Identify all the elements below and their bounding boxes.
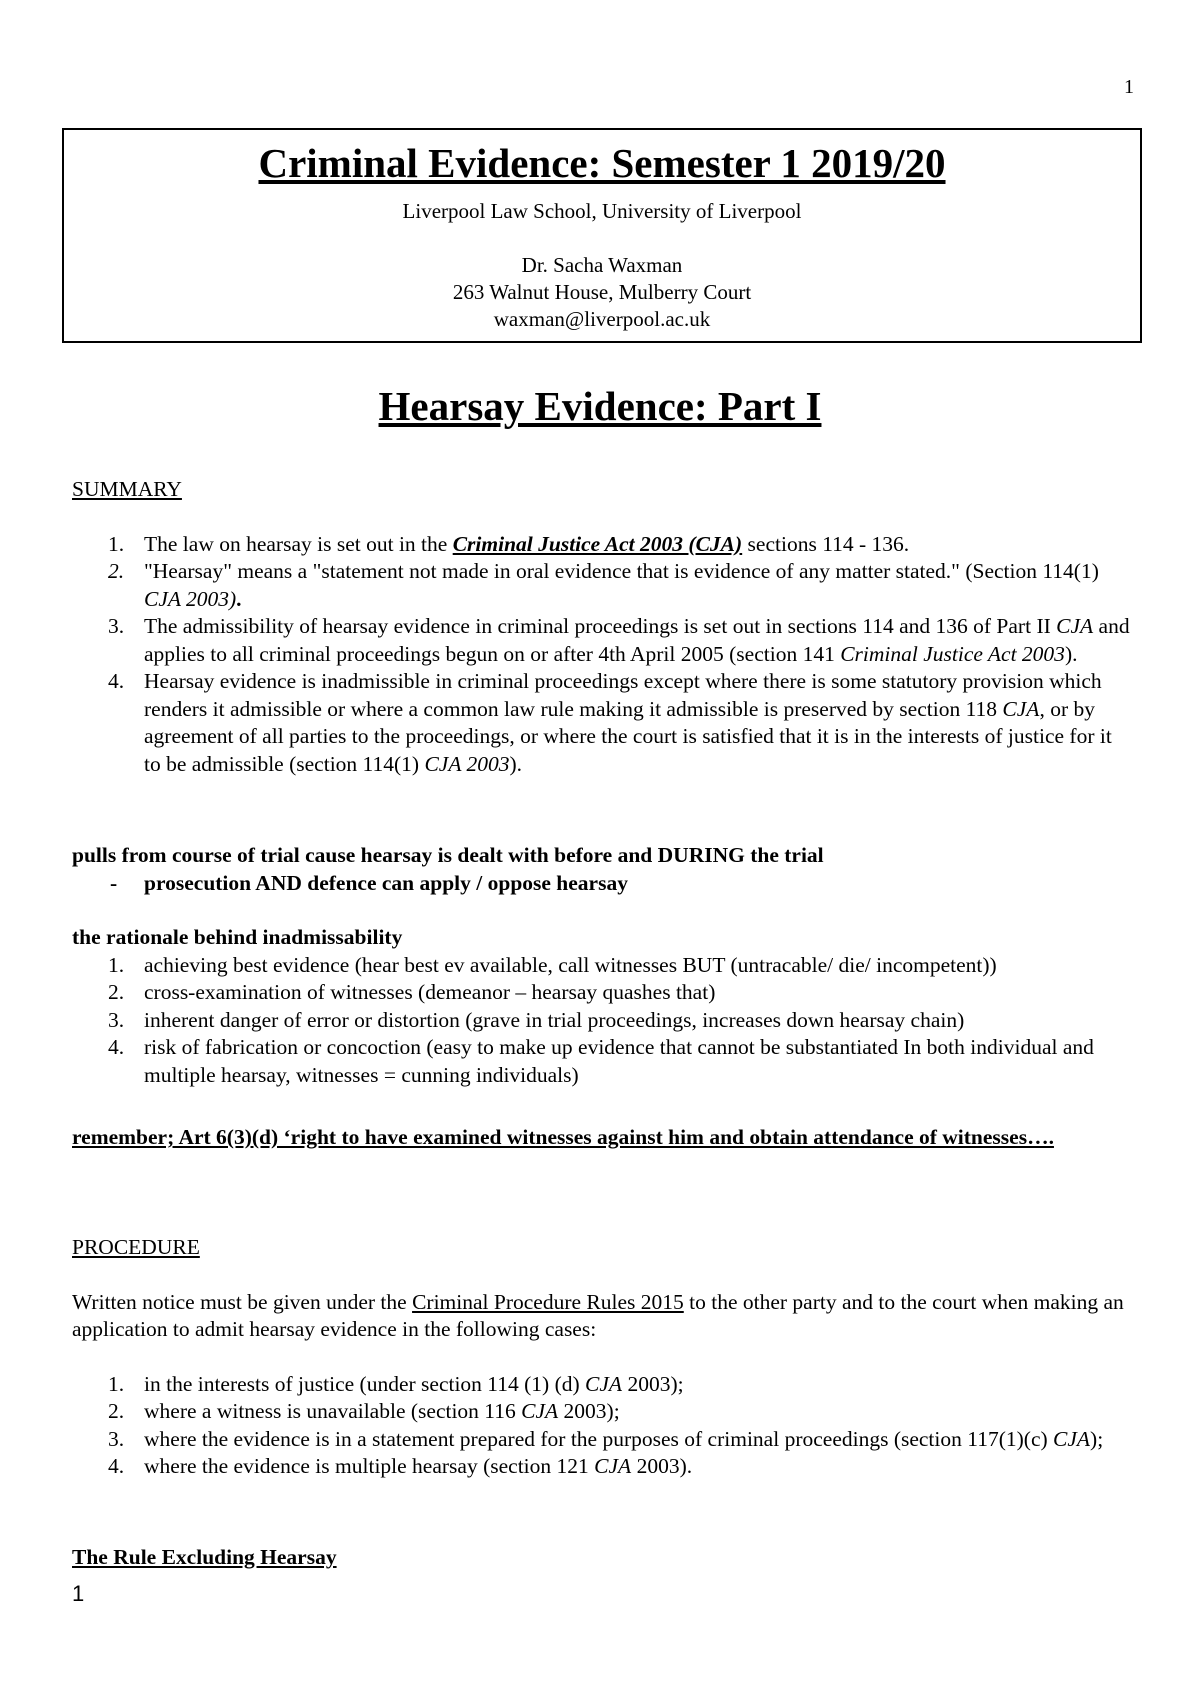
list-number: 4. [108,1454,125,1478]
procedure-item: 2. where a witness is unavailable (section 116 CJA 2003); [72,1398,1132,1426]
school-name: Liverpool Law School, University of Liverpool [402,199,802,223]
summary-list [72,531,1132,779]
summary-item: 4. Hearsay evidence is inadmissible in criminal proceedings except where there is some statutory provision which renders it admissible or where a common law rule making it admissible is preserved by section 118 CJA, or by agreement of all parties to the proceedings, or where the court is satisfied that it is in the interests of justice for it to be admissible (section 114(1) CJA 2003). [108,669,1112,776]
page-number-top: 1 [1124,76,1134,98]
summary-item: 2. "Hearsay" means a "statement not made in oral evidence that is evidence of any matter stated." (Section 114(1) CJA 2003). [108,559,1099,611]
trial-note [72,842,1132,897]
list-number: 2. [108,1399,125,1423]
trial-note-line: pulls from course of trial cause hearsay is dealt with before and DURING the trial [72,843,824,867]
procedure-item: 3. where the evidence is in a statement prepared for the purposes of criminal proceedings (section 117(1)(c) CJA); [72,1426,1132,1454]
list-number: 3. [108,614,125,638]
rationale-item: 3. inherent danger of error or distortion (grave in trial proceedings, increases down hearsay chain) [72,1007,1132,1035]
list-number: 1. [108,531,125,556]
procedure-heading: PROCEDURE [72,1235,200,1259]
procedure-section [72,1234,1132,1481]
rule-excluding-hearsay-heading: The Rule Excluding Hearsay [72,1545,337,1569]
trial-note-dash-item: - prosecution AND defence can apply / oppose hearsay [72,870,1132,898]
rationale-list [72,952,1132,1090]
list-number: 2. [108,980,125,1004]
document-title: Hearsay Evidence: Part I [378,383,822,429]
rationale-item: 1. achieving best evidence (hear best ev available, call witnesses BUT (untracable/ die/ incompetent)) [72,952,1132,980]
criminal-procedure-rules-link[interactable]: Criminal Procedure Rules 2015 [412,1289,684,1314]
dash-bullet: - [110,870,118,895]
page-number-bottom: 1 [72,1581,85,1606]
list-number: 4. [108,1035,125,1059]
rationale-section [72,924,1132,1089]
course-header-box [62,128,1142,343]
list-number: 4. [108,669,125,693]
lecturer-email: waxman@liverpool.ac.uk [493,307,711,331]
list-number: 1. [108,952,125,977]
list-number: 3. [108,1426,125,1451]
rationale-item: 2. cross-examination of witnesses (demeanor – hearsay quashes that) [72,979,1132,1007]
summary-heading: SUMMARY [72,477,182,501]
summary-section [72,476,1132,778]
summary-item: 3. The admissibility of hearsay evidence in criminal proceedings is set out in sections 114 and 136 of Part II CJA and applies to all criminal proceedings begun on or after 4th April 2005 (section 141 Criminal Justice Act 2003). [108,614,1130,666]
procedure-intro: Written notice must be given under the Criminal Procedure Rules 2015 to the other party and to the court when making an application to admit hearsay evidence in the following cases: [72,1289,1124,1341]
rationale-item: 4. risk of fabrication or concoction (easy to make up evidence that cannot be substantiated In both individual and multiple hearsay, witnesses = cunning individuals) [108,1035,1094,1087]
list-number: 2. [108,559,125,583]
lecturer-office: 263 Walnut House, Mulberry Court [452,280,752,304]
summary-item: 1. The law on hearsay is set out in the Criminal Justice Act 2003 (CJA) sections 114 - 136. [72,531,1132,559]
remember-note: remember; Art 6(3)(d) ‘right to have examined witnesses against him and obtain attendance of witnesses…. [72,1125,1054,1149]
procedure-list [72,1371,1132,1481]
act-reference: Criminal Justice Act 2003 (CJA) [452,531,743,556]
rationale-heading: the rationale behind inadmissability [72,925,403,949]
lecturer-name: Dr. Sacha Waxman [521,253,683,277]
list-number: 1. [108,1371,125,1396]
procedure-item: 4. where the evidence is multiple hearsay (section 121 CJA 2003). [72,1453,1132,1481]
procedure-item: 1. in the interests of justice (under section 114 (1) (d) CJA 2003); [72,1371,1132,1399]
list-number: 3. [108,1007,125,1032]
course-title: Criminal Evidence: Semester 1 2019/20 [258,140,946,186]
